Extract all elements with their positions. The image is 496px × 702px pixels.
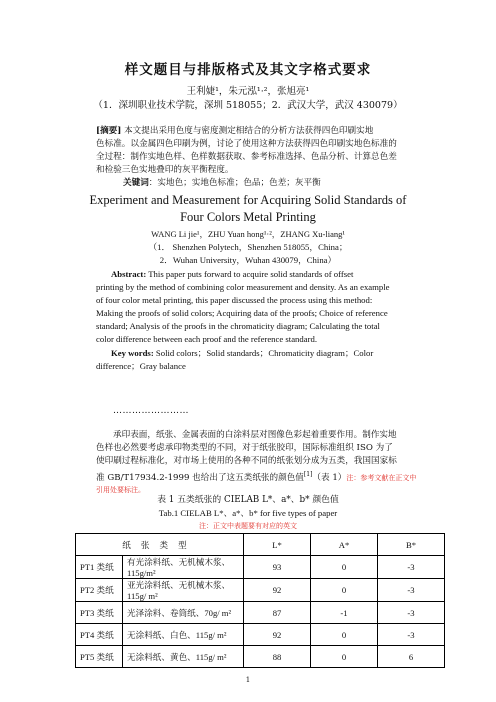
citation-ref: [1] xyxy=(303,471,313,478)
abstract-en-line: Making the proofs of solid colors; Acquiring data of the proofs; Choice of reference xyxy=(96,308,388,318)
cell-a: 0 xyxy=(311,624,378,646)
body-line: 使印刷过程标准化，对市场上使用的各种不同的纸张划分成为五类，我国国家标 xyxy=(96,456,397,466)
cell-desc: 无涂料纸、黄色、115g/ m² xyxy=(123,646,244,668)
cell-type: PT2 类纸 xyxy=(76,579,123,602)
keywords-en-text: difference；Gray balance xyxy=(96,361,186,371)
abstract-cn-line: 全过程：制作实地色样、色样数据获取、参考标准选择、色品分析、计算总色差 xyxy=(96,152,397,162)
cell-b: -3 xyxy=(378,556,445,579)
body-line: 承印表面，纸张、金属表面的白涂料层对图像色彩起着重要作用。制作实地 xyxy=(113,430,397,440)
cn-affiliation: （1．深圳职业技术学院，深圳 518055；2．武汉大学，武汉 430079） xyxy=(93,100,403,111)
en-title xyxy=(0,192,496,226)
cell-type: PT1 类纸 xyxy=(76,556,123,579)
abstract-en-line: of four color metal printing, this paper discussed the process using this method: xyxy=(96,295,373,305)
page-number: 1 xyxy=(245,676,251,684)
keywords-en-label: Key words: xyxy=(111,348,154,358)
cell-b: 6 xyxy=(378,646,445,668)
table-row xyxy=(76,579,445,602)
en-title-line: Experiment and Measurement for Acquiring Solid Standards of xyxy=(89,193,407,207)
en-title-line: Four Colors Metal Printing xyxy=(180,210,316,224)
table-row xyxy=(76,602,445,624)
cell-a: 0 xyxy=(311,646,378,668)
abstract-en-line: This paper puts forward to acquire solid standards of offset xyxy=(148,269,354,279)
cell-l: 93 xyxy=(244,556,311,579)
abstract-en-line: color difference between each proof and the reference standard. xyxy=(96,334,318,344)
cell-type: PT4 类纸 xyxy=(76,624,123,646)
abstract-cn-line: 色标准。以金属四色印刷为例，讨论了使用这种方法获得四色印刷实地色标准的 xyxy=(96,139,397,149)
body-line: 色样也必然要考虑承印物类型的不同，对于纸张胶印，国际标准组织 ISO 为了 xyxy=(96,443,393,453)
header-l: L* xyxy=(244,534,311,556)
cell-type: PT3 类纸 xyxy=(76,602,123,624)
body-paragraph xyxy=(96,429,442,496)
separator: …………………… xyxy=(113,406,189,416)
en-affiliation-2: 2．Wuhan University，Wuhan 430079，China） xyxy=(159,255,337,265)
cn-authors: 王利婕¹，朱元泓¹·²，张旭亮¹ xyxy=(186,86,310,97)
abstract-cn-label: [摘要] xyxy=(96,126,122,136)
header-b: B* xyxy=(378,534,445,556)
cell-a: -1 xyxy=(311,602,378,624)
table-note: 注：正文中表题要有对应的英文 xyxy=(199,522,297,530)
cell-desc: 无涂料纸、白色、115g/ m² xyxy=(123,624,244,646)
table-row xyxy=(76,646,445,668)
keywords-en-text: Solid colors；Solid standards；Chromaticity diagram；Color xyxy=(155,348,374,358)
cell-desc: 光泽涂料、卷筒纸、70g/ m² xyxy=(123,602,244,624)
body-line: 准 GB/T17934.2-1999 也给出了这五类纸张的颜色值 xyxy=(96,472,304,483)
abstract-en-line: standard; Analysis of the proofs in the chromaticity diagram; Calculating the total xyxy=(96,321,380,331)
citation-note-cont: 引用处要标注。 xyxy=(96,485,145,494)
table-row xyxy=(76,624,445,646)
cell-a: 0 xyxy=(311,556,378,579)
table-row xyxy=(76,556,445,579)
citation-note: 注：参考文献在正文中 xyxy=(346,473,417,482)
cell-l: 87 xyxy=(244,602,311,624)
cell-a: 0 xyxy=(311,579,378,602)
keywords-cn-text: ：实地色；实地色标准；色品；色差；灰平衡 xyxy=(148,178,321,188)
cell-desc: 有光涂料纸、无机械木浆、115g/m² xyxy=(123,556,244,579)
cell-l: 88 xyxy=(244,646,311,668)
abstract-en-line: printing by the method of combining color measurement and density. As an example xyxy=(96,282,390,292)
table-caption-en: Tab.1 CIELAB L*、a*、b* for five types of paper xyxy=(158,508,338,518)
en-affiliation-1: （1． Shenzhen Polytech，Shenzhen 518055，China； xyxy=(148,242,348,252)
body-line: （表 1） xyxy=(312,472,347,483)
abstract-cn-line: 本文提出采用色度与密度测定相结合的分析方法获得四色印刷实地 xyxy=(124,126,374,136)
cell-b: -3 xyxy=(378,579,445,602)
abstract-cn xyxy=(96,125,436,190)
en-authors: WANG Li jie¹，ZHU Yuan hong¹·²，ZHANG Xu-liang¹ xyxy=(151,229,345,239)
table-caption-cn: 表 1 五类纸张的 CIELAB L*、a*、b* 颜色值 xyxy=(157,495,339,505)
cell-desc: 亚光涂料纸、无机械木浆、115g/ m² xyxy=(123,579,244,602)
header-a: A* xyxy=(311,534,378,556)
table-header-row xyxy=(76,534,445,556)
cell-b: -3 xyxy=(378,602,445,624)
abstract-en xyxy=(96,268,433,373)
paper-color-table xyxy=(75,533,445,668)
header-paper-type: 纸张类型 xyxy=(76,534,244,556)
abstract-en-label: Abstract: xyxy=(111,269,147,279)
keywords-cn-label: 关键词 xyxy=(123,178,149,188)
abstract-cn-line: 和检验三色实地叠印的灰平衡程度。 xyxy=(96,165,234,175)
cell-l: 92 xyxy=(244,579,311,602)
cell-b: -3 xyxy=(378,624,445,646)
cell-l: 92 xyxy=(244,624,311,646)
page-title: 样文题目与排版格式及其文字格式要求 xyxy=(124,62,372,78)
cell-type: PT5 类纸 xyxy=(76,646,123,668)
